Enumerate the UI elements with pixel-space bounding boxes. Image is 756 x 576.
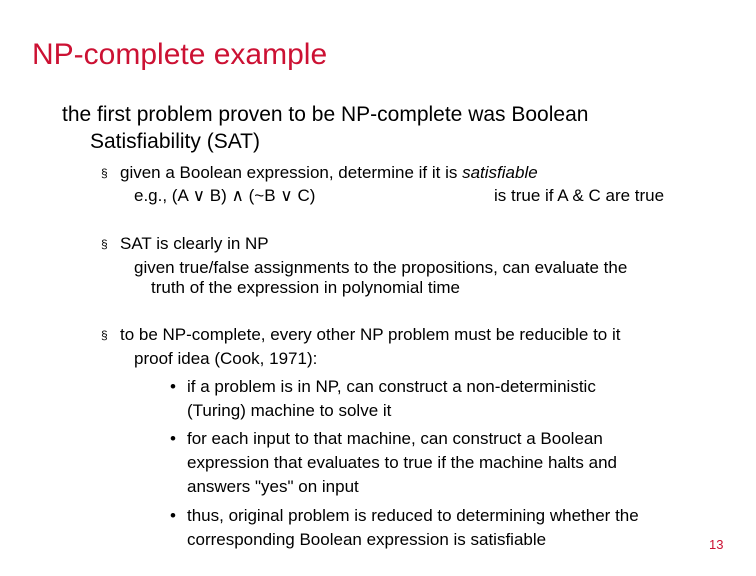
proof-item-3-line-1: thus, original problem is reduced to determining whether the [187, 506, 639, 525]
proof-idea-label: proof idea (Cook, 1971): [134, 349, 318, 368]
intro-line-1: the first problem proven to be NP-complete was Boolean [62, 103, 589, 126]
proof-item-3-marker: • [170, 506, 176, 525]
proof-item-2-line-1: for each input to that machine, can construct a Boolean [187, 429, 603, 448]
bullet2-marker: § [101, 237, 108, 251]
bullet3-text: to be NP-complete, every other NP problem must be reducible to it [120, 325, 621, 344]
bullet1-text-prefix: given a Boolean expression, determine if it is [120, 163, 463, 182]
bullet1-example-result: is true if A & C are true [494, 186, 665, 205]
bullet1-text-emphasis: satisfiable [462, 163, 538, 182]
page-number: 13 [709, 537, 724, 552]
proof-item-2-line-3: answers "yes" on input [187, 477, 359, 496]
bullet2-sub-line-1: given true/false assignments to the propositions, can evaluate the [134, 258, 628, 277]
proof-item-1-marker: • [170, 377, 176, 396]
proof-item-3-line-2: corresponding Boolean expression is satisfiable [187, 530, 547, 549]
bullet2-text: SAT is clearly in NP [120, 234, 269, 253]
proof-item-1-line-2: (Turing) machine to solve it [187, 401, 392, 420]
bullet1-marker: § [101, 166, 108, 180]
bullet1-text [120, 163, 538, 183]
bullet2-sub-line-2: truth of the expression in polynomial time [151, 278, 460, 297]
intro-line-2: Satisfiability (SAT) [90, 130, 260, 153]
bullet1-example-expression: e.g., (A ∨ B) ∧ (~B ∨ C) [134, 186, 316, 205]
page-title: NP-complete example [32, 38, 328, 71]
proof-item-2-marker: • [170, 429, 176, 448]
bullet3-marker: § [101, 328, 108, 342]
proof-item-2-line-2: expression that evaluates to true if the machine halts and [187, 453, 617, 472]
proof-item-1-line-1: if a problem is in NP, can construct a non-deterministic [187, 377, 596, 396]
